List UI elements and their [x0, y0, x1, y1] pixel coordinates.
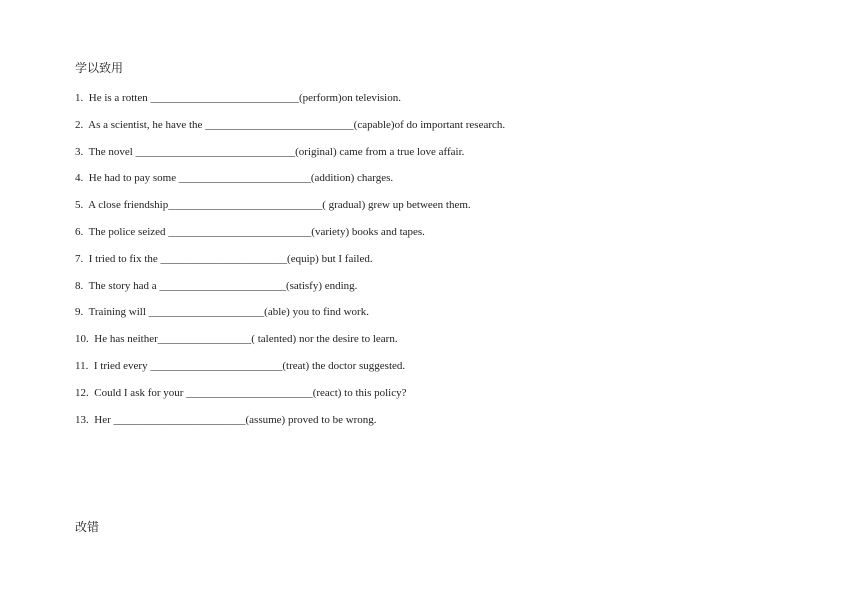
- question-text-before: He is a rotten: [88, 92, 151, 104]
- correction-section-title: 改错: [75, 520, 100, 534]
- question-text-before: Training will: [88, 306, 149, 319]
- question-text-before: He has neither: [94, 333, 158, 346]
- question-text-after: came from a true love affair.: [336, 145, 465, 158]
- question-number: 1.: [75, 92, 84, 104]
- word-hint: ( talented): [251, 333, 297, 346]
- answer-blank[interactable]: _______________________: [160, 252, 288, 265]
- question-item: [75, 332, 505, 359]
- question-text-after: the doctor suggested.: [309, 359, 406, 372]
- question-text-before: I tried to fix the: [88, 252, 161, 265]
- question-text-before: I tried every: [93, 359, 151, 372]
- question-text-before: He had to pay some: [88, 172, 179, 185]
- question-item: [75, 359, 505, 386]
- question-item: [75, 91, 505, 118]
- question-number: 13.: [75, 413, 89, 426]
- answer-blank[interactable]: __________________________: [168, 225, 312, 238]
- word-hint: (satisfy): [285, 279, 322, 292]
- word-hint: (assume): [245, 413, 286, 426]
- question-text-before: The police seized: [88, 225, 169, 238]
- practice-section-title: 学以致用: [75, 61, 124, 75]
- answer-blank[interactable]: _____________________________: [135, 145, 296, 158]
- question-number: 2.: [75, 118, 84, 131]
- question-number: 7.: [75, 252, 84, 265]
- question-text-after: books and tapes.: [349, 225, 425, 238]
- answer-blank[interactable]: ___________________________: [150, 92, 299, 104]
- question-item: [75, 279, 505, 306]
- question-text-after: of do important research.: [394, 118, 506, 131]
- question-text-after: you to find work.: [289, 306, 369, 319]
- question-text-before: A close friendship: [88, 199, 169, 212]
- question-item: [75, 225, 505, 252]
- answer-blank[interactable]: ___________________________: [205, 118, 354, 131]
- question-text-before: The story had a: [88, 279, 160, 292]
- question-text-after: to this policy?: [341, 386, 407, 399]
- question-item: [75, 198, 505, 225]
- question-text-before: As a scientist, he have the: [88, 118, 206, 131]
- word-hint: (variety): [311, 225, 350, 238]
- word-hint: (equip): [287, 252, 319, 265]
- question-number: 11.: [75, 359, 89, 372]
- question-list: [75, 91, 505, 439]
- question-number: 10.: [75, 333, 89, 346]
- question-text-after: proved to be wrong.: [285, 413, 377, 426]
- word-hint: (treat): [282, 359, 310, 372]
- word-hint: (perform): [298, 92, 342, 104]
- word-hint: (original): [295, 145, 337, 158]
- answer-blank[interactable]: ________________________: [150, 359, 283, 372]
- question-item: [75, 413, 505, 440]
- answer-blank[interactable]: _____________________: [148, 306, 265, 319]
- question-number: 6.: [75, 225, 84, 238]
- question-text-before: Could I ask for your: [94, 386, 187, 399]
- question-text-after: charges.: [354, 172, 394, 185]
- question-number: 3.: [75, 145, 84, 158]
- question-text-after: but I failed.: [318, 252, 373, 265]
- answer-blank[interactable]: _______________________: [159, 279, 286, 292]
- question-item: [75, 145, 505, 172]
- answer-blank[interactable]: ________________________: [178, 172, 311, 185]
- question-item: [75, 118, 505, 145]
- answer-blank[interactable]: _______________________: [186, 386, 313, 399]
- question-number: 5.: [75, 199, 84, 212]
- question-number: 4.: [75, 172, 84, 185]
- question-number: 9.: [75, 306, 84, 319]
- question-item: [75, 171, 505, 198]
- word-hint: ( gradual): [322, 199, 366, 212]
- question-number: 8.: [75, 279, 84, 292]
- question-text-before: Her: [94, 413, 114, 426]
- question-text-before: The novel: [88, 145, 136, 158]
- question-item: [75, 252, 505, 279]
- question-item: [75, 386, 505, 413]
- word-hint: (addition): [310, 172, 355, 185]
- question-text-after: ending.: [321, 279, 358, 292]
- question-text-after: on television.: [341, 92, 401, 104]
- question-number: 12.: [75, 386, 89, 399]
- word-hint: (able): [264, 306, 290, 319]
- answer-blank[interactable]: ____________________________: [168, 199, 323, 212]
- answer-blank[interactable]: _________________: [157, 333, 252, 346]
- word-hint: (capable): [353, 118, 395, 131]
- answer-blank[interactable]: ________________________: [113, 413, 246, 426]
- word-hint: (react): [312, 386, 342, 399]
- question-text-after: nor the desire to learn.: [296, 333, 398, 346]
- question-text-after: grew up between them.: [365, 199, 471, 212]
- question-item: [75, 305, 505, 332]
